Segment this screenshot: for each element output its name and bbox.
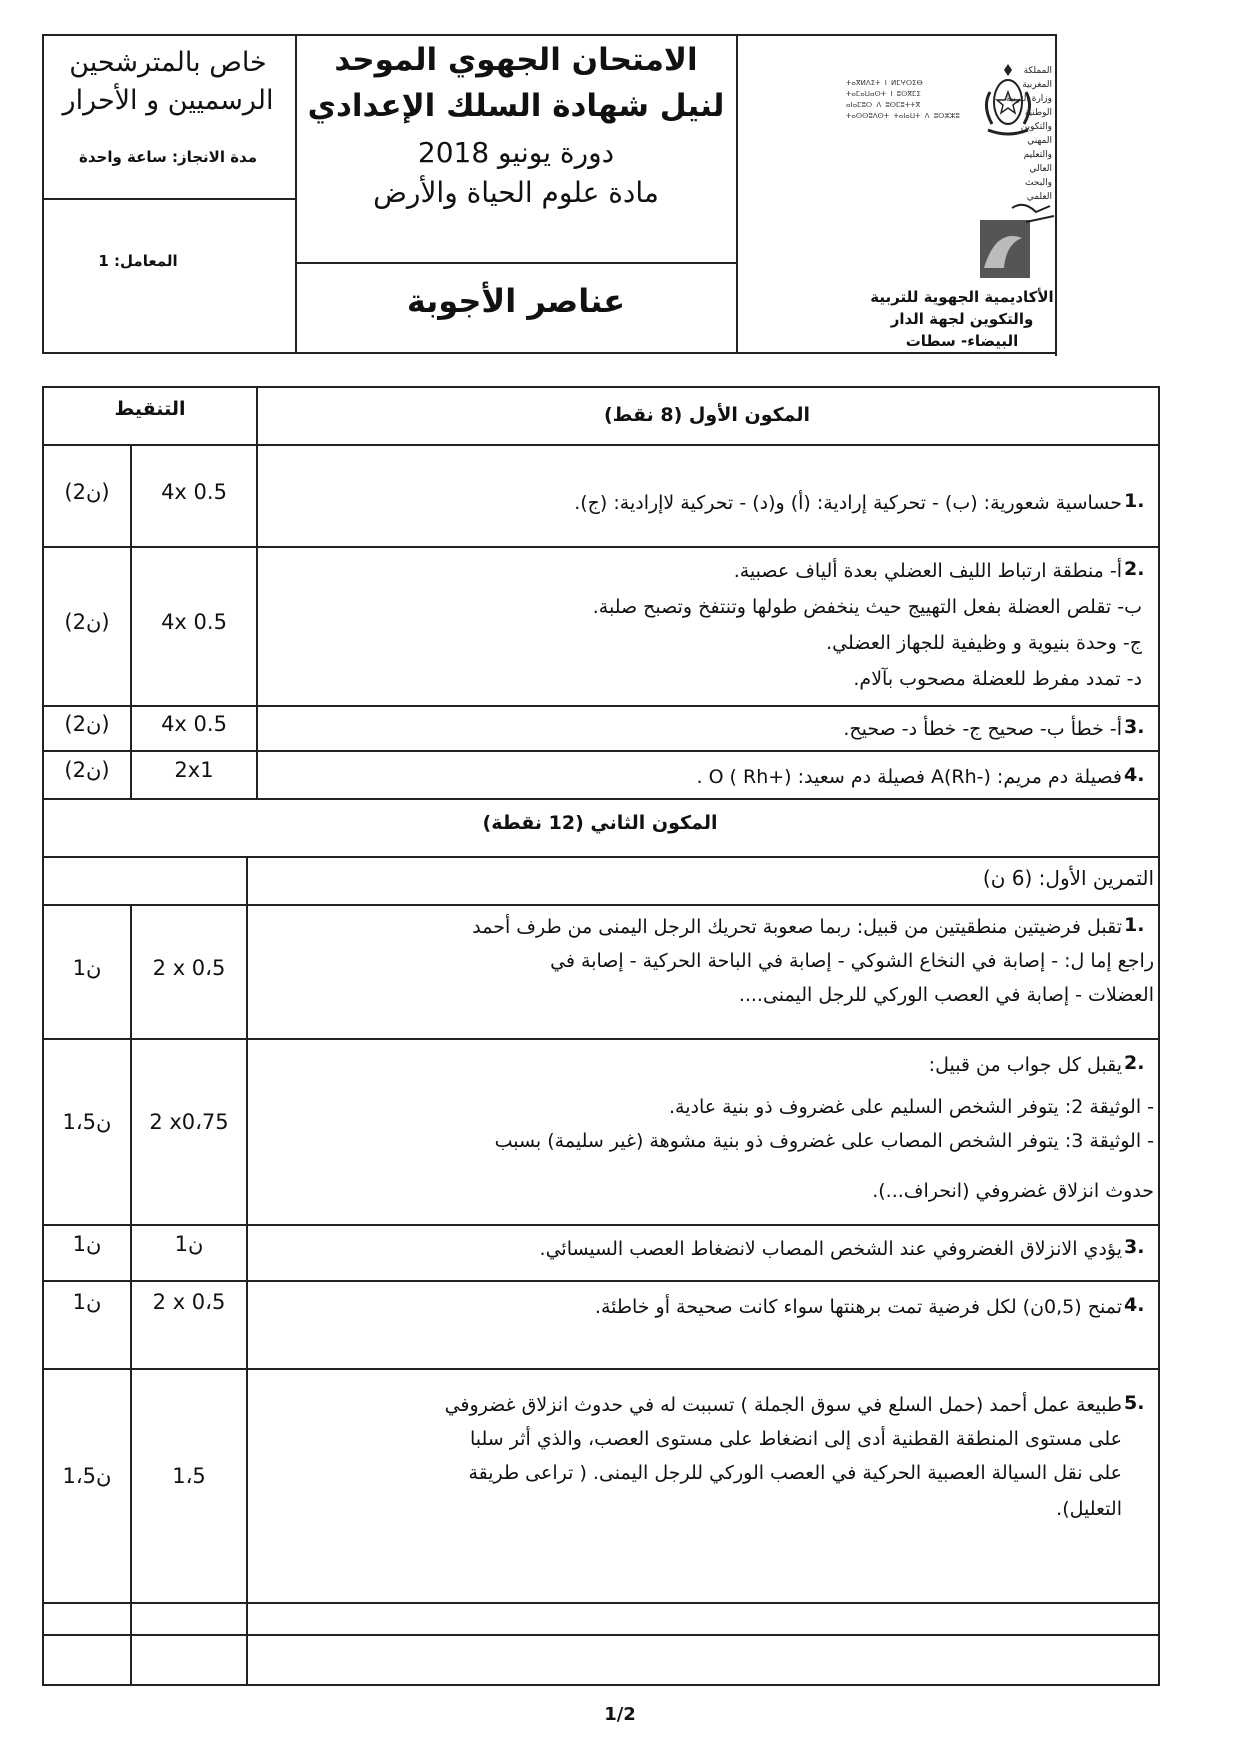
q2-answer-d: د- تمدد مفرط للعضلة مصحوب بآلام. — [853, 668, 1142, 690]
ex1-q5-line-2: على مستوى المنطقة القطنية أدى إلى انضغاط على مستوى العصب، والذي أثر سلبا — [469, 1428, 1122, 1450]
q4-calc: 2x1 — [174, 758, 214, 782]
ex1-q4-calc: 2 x 0،5 — [152, 1290, 226, 1314]
ex1-q2-calc: 2 x0،75 — [149, 1110, 229, 1134]
q3-number: 3. — [1124, 716, 1145, 738]
row-line-p1-4 — [42, 798, 1160, 800]
header-left-border — [42, 34, 44, 354]
table-left-border — [42, 386, 44, 1686]
row-line-p1-1 — [42, 546, 1160, 548]
exercise1-title: التمرين الأول: (6 ن) — [982, 866, 1154, 890]
grading-header: التنقيط — [114, 398, 186, 420]
ex1-q2-number: 2. — [1124, 1052, 1145, 1074]
q4-points: (2ن) — [64, 758, 110, 782]
row-line-p2-4 — [42, 1368, 1160, 1370]
exam-subject: مادة علوم الحياة والأرض — [373, 176, 659, 209]
q4-number: 4. — [1124, 764, 1145, 786]
duration-label: مدة الانجاز: ساعة واحدة — [78, 148, 257, 166]
q2-number: 2. — [1124, 558, 1145, 580]
q1-number: 1. — [1124, 490, 1145, 512]
row-line-p2-2 — [42, 1224, 1160, 1226]
q1-answer: حساسية شعورية: (ب) - تحركية إرادية: (أ) و(د) - تحركية لاإرادية: (ج). — [574, 492, 1122, 514]
ex1-q4-points: 1ن — [72, 1290, 102, 1314]
ex1-q5-line-4: التعليل). — [1056, 1498, 1122, 1520]
coefficient-label: المعامل: 1 — [98, 252, 178, 270]
row-line-p1-2 — [42, 705, 1160, 707]
ex1-q4-answer: تمنح (0,5ن) لكل فرضية تمت برهنتها سواء كانت صحيحة أو خاطئة. — [594, 1296, 1122, 1318]
ministry-name-tifinagh: ⵜⴰⴳⵍⴷⵉⵜ ⵏ ⵍⵎⵖⵔⵉⴱ ⵜⴰⵎⴰⵡⴰⵙⵜ ⵏ ⵓⵙⴳⵎⵉ ⴰⵏⴰⵎⵓⵔ ⴷ ⵓⵙⵎⵓⵜⵜⴳ ⵜⴰⵙⵙⵓⴷⵙⵜ ⵜⴰⵏⴰⵡⵜ ⴷ ⵓⵔⵣⵣⵓ — [846, 79, 960, 120]
ex1-q1-line-1: تقبل فرضيتين منطقيتين من قبيل: ربما صعوبة تحريك الرجل اليمنى من طرف أحمد — [472, 916, 1122, 938]
part1-title: المكون الأول (8 نقط) — [603, 404, 811, 426]
row-line-p1-3 — [42, 750, 1160, 752]
answers-title: عناصر الأجوبة — [406, 282, 626, 320]
q2-calc: 4x 0.5 — [161, 610, 227, 634]
ex1-q5-points: 1،5ن — [62, 1464, 112, 1488]
q3-points: (2ن) — [64, 712, 110, 736]
q4-answer: فصيلة دم مريم: A(Rh-) فصيلة دم سعيد: O ( Rh+) . — [696, 766, 1122, 788]
part2-col-divider-b — [246, 904, 248, 1684]
table-right-border — [1158, 386, 1160, 1686]
table-top-border-full — [42, 386, 1160, 388]
exam-title-line-2: لنيل شهادة السلك الإعدادي — [307, 88, 725, 124]
exam-session: دورة يونيو 2018 — [417, 136, 615, 169]
header-divider-2 — [736, 34, 738, 354]
ex1-q1-line-3: العضلات - إصابة في العصب الوركي للرجل اليمنى.... — [738, 984, 1154, 1006]
q2-points: (2ن) — [64, 610, 110, 634]
row-line-p2-empty — [42, 1634, 1160, 1636]
academy-name: الأكاديمية الجهوية للتربية والتكوين لجهة الدار البيضاء- سطات — [870, 288, 1054, 350]
row-line-p2-3 — [42, 1280, 1160, 1282]
row-line-p2-title — [42, 856, 1160, 858]
ex1-q2-line-1: يقبل كل جواب من قبيل: — [928, 1054, 1122, 1076]
ex1-q2-line-4: حدوث انزلاق غضروفي (انحراف...). — [872, 1180, 1154, 1202]
part1-col-divider-b — [256, 444, 258, 798]
q3-calc: 4x 0.5 — [161, 712, 227, 736]
row-line-p1-h — [42, 444, 1160, 446]
row-line-ex1-title — [42, 904, 1160, 906]
ex1-q3-calc: 1ن — [174, 1232, 204, 1256]
ex1-q5-number: 5. — [1124, 1392, 1145, 1414]
row-line-p2-5 — [42, 1602, 1160, 1604]
exam-title-line-1: الامتحان الجهوي الموحد — [334, 42, 698, 78]
q2-answer-b: ب- تقلص العضلة بفعل التهييج حيث ينخفض طولها وتنتفخ وتصبح صلبة. — [592, 596, 1142, 618]
header-bottom-border — [42, 352, 1057, 354]
ex1-q5-line-1: طبيعة عمل أحمد (حمل السلع في سوق الجملة ) تسببت له في حدوث انزلاق غضروفي — [444, 1394, 1122, 1416]
page-number: 1/2 — [604, 1704, 636, 1725]
part2-title: المكون الثاني (12 نقطة) — [482, 812, 718, 834]
ex1-q1-number: 1. — [1124, 914, 1145, 936]
ex1-q1-calc: 2 x 0،5 — [152, 956, 226, 980]
q2-answer-a: أ- منطقة ارتباط الليف العضلي بعدة ألياف عصبية. — [733, 560, 1122, 582]
q3-answer: أ- خطأ ب- صحيح ج- خطأ د- صحيح. — [843, 718, 1122, 740]
header-center-hline — [296, 262, 737, 264]
ex1-title-divider — [246, 856, 248, 904]
q2-answer-c: ج- وحدة بنيوية و وظيفية للجهاز العضلي. — [826, 632, 1142, 654]
ex1-q1-line-2: راجع إما ل: - إصابة في النخاع الشوكي - إصابة في الباحة الحركية - إصابة في — [550, 950, 1154, 972]
ex1-q3-answer: يؤدي الانزلاق الغضروفي عند الشخص المصاب لانضغاط العصب السيسائي. — [539, 1238, 1122, 1260]
academy-logo-icon — [976, 198, 1056, 284]
header-divider-1 — [295, 34, 297, 354]
header-top-border — [42, 34, 1057, 36]
ex1-q1-points: 1ن — [72, 956, 102, 980]
ex1-q2-line-2: - الوثيقة 2: يتوفر الشخص السليم على غضروف ذو بنية عادية. — [668, 1096, 1154, 1118]
header-right-border — [1055, 34, 1057, 356]
row-line-p2-1 — [42, 1038, 1160, 1040]
ex1-q5-calc: 1،5 — [172, 1464, 206, 1488]
ex1-q4-number: 4. — [1124, 1294, 1145, 1316]
ministry-name-arabic: المملكة المغربية وزارة التربية الوطنية والتكوين المهني والتعليم العالي والبحث العلمي — [1005, 66, 1052, 202]
ex1-q5-line-3: على نقل السيالة العصبية الحركية في العصب الوركي للرجل اليمنى. ( تراعى طريقة — [468, 1462, 1122, 1484]
coat-of-arms-icon — [978, 62, 1038, 142]
ex1-q3-number: 3. — [1124, 1236, 1145, 1258]
q1-points: (2ن) — [64, 480, 110, 504]
ex1-q2-points: 1،5ن — [62, 1110, 112, 1134]
table-bottom-border — [42, 1684, 1160, 1686]
candidates-label: خاص بالمترشحين الرسميين و الأحرار — [62, 47, 274, 116]
q1-calc: 4x 0.5 — [161, 480, 227, 504]
ex1-q3-points: 1ن — [72, 1232, 102, 1256]
header-left-hline — [42, 198, 296, 200]
ex1-q2-line-3: - الوثيقة 3: يتوفر الشخص المصاب على غضروف ذو بنية مشوهة (غير سليمة) بسبب — [494, 1130, 1154, 1152]
